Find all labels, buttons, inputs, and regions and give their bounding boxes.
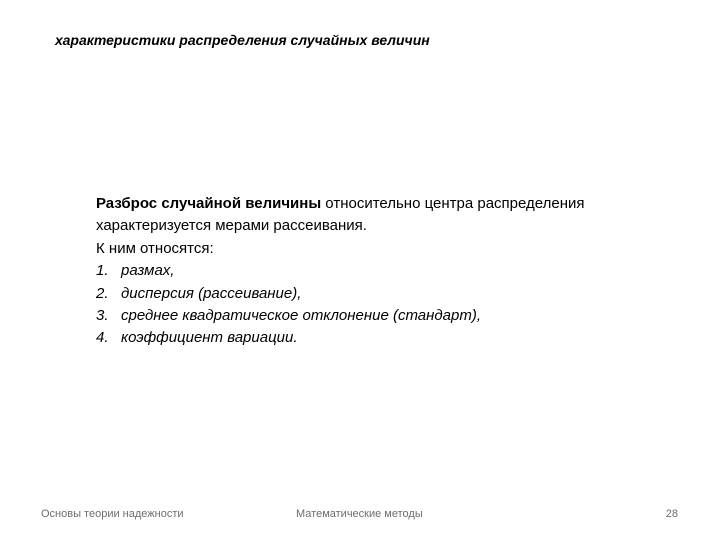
list-item-number: 2. — [96, 284, 109, 302]
body-line-2: характеризуется мерами рассеивания. — [96, 217, 367, 235]
list-item-text: размах, — [121, 262, 175, 280]
body-line-3: К ним относятся: — [96, 239, 214, 257]
list-item — [96, 327, 656, 349]
list-item-number: 3. — [96, 307, 109, 325]
list-item-text: дисперсия (рассеивание), — [121, 284, 302, 302]
body-lead-rest: относительно центра распределения — [321, 195, 585, 212]
list-item-number: 4. — [96, 329, 109, 347]
list-item — [96, 305, 656, 327]
footer-page-number: 28 — [665, 508, 678, 520]
list-item-number: 1. — [96, 262, 109, 280]
list-item-text: коэффициент вариации. — [121, 329, 298, 347]
body-line-1 — [96, 193, 656, 215]
body-lead-bold: Разброс случайной величины — [96, 195, 322, 212]
list-item — [96, 260, 656, 282]
list-item — [96, 283, 656, 305]
list-item-text: среднее квадратическое отклонение (стандарт), — [121, 307, 481, 325]
footer-section-title: Математические методы — [296, 508, 423, 520]
slide-title: характеристики распределения случайных величин — [55, 32, 430, 48]
slide-body — [96, 193, 656, 350]
footer-course-title: Основы теории надежности — [41, 508, 184, 520]
